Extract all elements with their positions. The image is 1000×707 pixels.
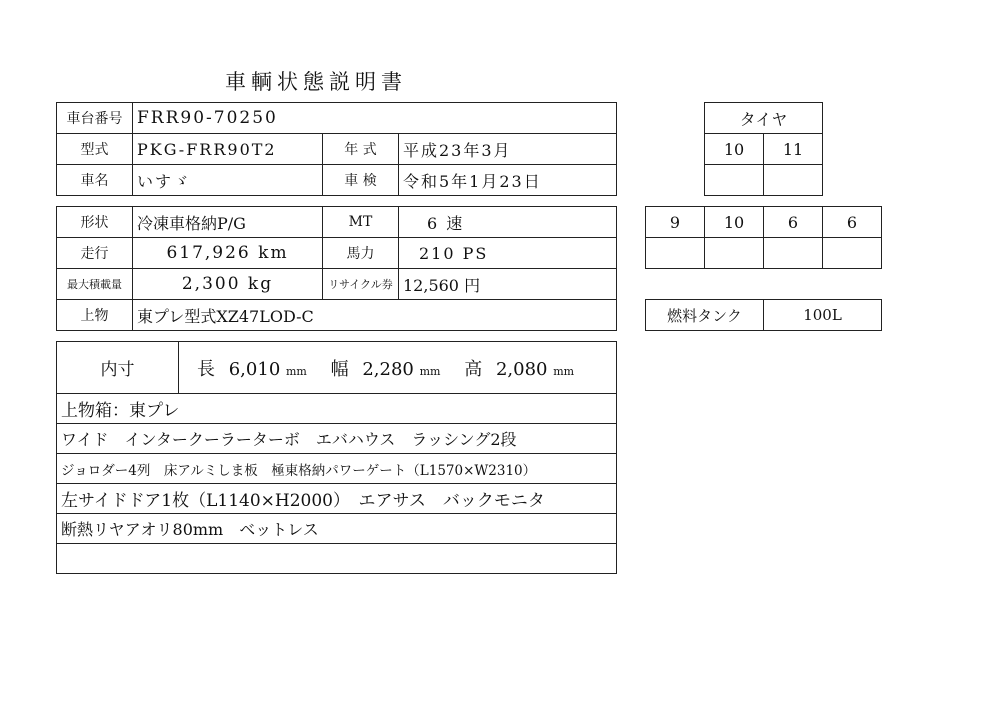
name-label: 車名 xyxy=(57,165,133,196)
model-value: PKG-FRR90T2 xyxy=(133,134,323,165)
shape-value: 冷凍車格納P/G xyxy=(133,207,323,238)
height-label: 高 xyxy=(464,358,483,380)
fuel-value: 100L xyxy=(764,300,882,331)
inspection-label: 車 検 xyxy=(323,165,399,196)
tire-rear-empty xyxy=(705,238,764,269)
tire-header: タイヤ xyxy=(705,103,823,134)
note-line xyxy=(57,544,617,574)
height-value: 2,080 xyxy=(495,358,548,380)
note-line: 上物箱：東プレ xyxy=(57,394,617,424)
year-value: 平成23年3月 xyxy=(399,134,617,165)
mt-label: MT xyxy=(323,207,399,238)
shape-label: 形状 xyxy=(57,207,133,238)
tire-rear-table xyxy=(645,206,882,269)
tire-front-left: 10 xyxy=(705,134,764,165)
fuel-tank-table xyxy=(645,299,882,331)
inspection-value: 令和5年1月23日 xyxy=(399,165,617,196)
tire-rear-cell: 9 xyxy=(646,207,705,238)
tire-rear-cell: 6 xyxy=(823,207,882,238)
dims-notes-table xyxy=(56,341,617,574)
width-unit: mm xyxy=(419,364,441,378)
power-label: 馬力 xyxy=(323,238,399,269)
tire-front-empty xyxy=(764,165,823,196)
recycle-value: 12,560 円 xyxy=(399,269,617,300)
width-label: 幅 xyxy=(330,358,349,380)
spec-table xyxy=(56,206,617,331)
tire-front-table xyxy=(704,102,823,196)
tire-front-empty xyxy=(705,165,764,196)
year-label: 年 式 xyxy=(323,134,399,165)
tire-rear-empty xyxy=(646,238,705,269)
note-line: 左サイドドア1枚（L1140×H2000） エアサス バックモニタ xyxy=(57,484,617,514)
tire-rear-empty xyxy=(823,238,882,269)
mileage-value: 617,926 km xyxy=(133,238,323,269)
body-label: 上物 xyxy=(57,300,133,331)
length-unit: mm xyxy=(286,364,307,378)
chassis-value: FRR90-70250 xyxy=(133,103,617,134)
model-label: 型式 xyxy=(57,134,133,165)
mt-value: 6 速 xyxy=(399,207,617,238)
chassis-label: 車台番号 xyxy=(57,103,133,134)
name-value: いすゞ xyxy=(133,165,323,196)
tire-rear-empty xyxy=(764,238,823,269)
width-value: 2,280 xyxy=(362,358,414,380)
mileage-label: 走行 xyxy=(57,238,133,269)
tire-front-right: 11 xyxy=(764,134,823,165)
length-label: 長 xyxy=(197,358,215,380)
length-value: 6,010 xyxy=(228,358,281,380)
note-line: ジョロダー4列 床アルミしま板 極東格納パワーゲート（L1570×W2310） xyxy=(57,454,617,484)
load-value: 2,300 kg xyxy=(133,269,323,300)
dims-values xyxy=(179,342,617,394)
fuel-label: 燃料タンク xyxy=(646,300,764,331)
recycle-label: リサイクル券 xyxy=(323,269,399,300)
tire-rear-cell: 10 xyxy=(705,207,764,238)
note-line: 断熱リヤアオリ80mm ベットレス xyxy=(57,514,617,544)
body-value: 東プレ型式XZ47LOD-C xyxy=(133,300,617,331)
note-line: ワイド インタークーラーターボ エバハウス ラッシング2段 xyxy=(57,424,617,454)
power-value: 210 PS xyxy=(399,238,617,269)
load-label: 最大積載量 xyxy=(57,269,133,300)
dims-label: 内寸 xyxy=(57,342,179,394)
tire-rear-cell: 6 xyxy=(764,207,823,238)
height-unit: mm xyxy=(553,364,575,378)
basic-info-table xyxy=(56,102,617,196)
document-title: 車輌状態説明書 xyxy=(225,70,407,94)
